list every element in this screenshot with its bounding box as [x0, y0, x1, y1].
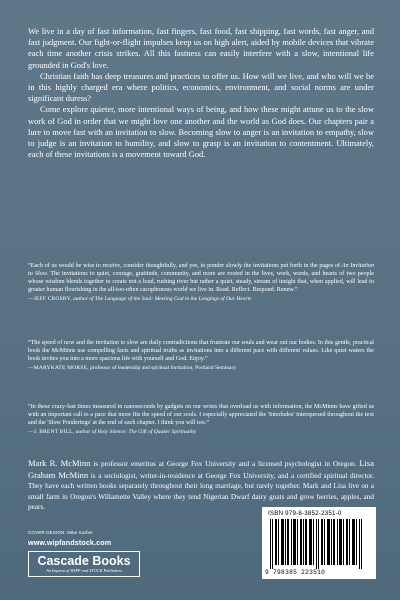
- endorsement-quote: “In these crazy-fast times measured in nanoseconds by gadgets on our wrists that overload us with information, the McMinns have gifted us with an important call to a pace that more fits the speed of our souls. I especially appreciated the 'Interludes' interspersed throughout the text and the 'Slow Ponderings' at the end of each chapter. I think you will too.”: [28, 404, 374, 427]
- publisher-tagline: An Imprint of WIPF and STOCK Publishers: [46, 567, 122, 573]
- author-name: Mark R. McMinn: [28, 458, 91, 468]
- description-paragraph: Come explore quieter, more intentional ways of being, and how these might attune us to the slow work of God in order that we might love one another and the world as God does. Our chapters pair a lure to move fast with an invitation to slow. Becoming slow to anger is an invitation to empathy, slow to judge is an invitation to humility, and slow to grasp is an invitation to contentment. Ultimately, each of these invitations is a movement toward God.: [28, 104, 374, 160]
- publisher-logo: [28, 551, 140, 577]
- author-bio: Mark R. McMinn is professor emeritus at George Fox University and a licensed psychologist in Oregon. Lisa Graham McMinn is a sociologist, writer-in-residence at George Fox University, and a certified spiritual director. They have each written books separately throughout their long marriage, but rarely together. Mark and Lisa live on a small farm in Oregon's Willamette Valley where they tend Nigerian Dwarf dairy goats and grow berries, apples, and pears.: [28, 458, 374, 512]
- endorsement-quote: “Each of us would be wise to receive, consider thoughtfully, and yes, to ponder slowly the invitations put forth in the pages of An Invitation to Slow. The invitations to quiet, courage, gratitude, community, and more are rooted in the lives, work, words, and hearts of two people whose wisdom blends together to create not a loud, rushing river but rather a quiet, steady, stream of insight that, when applied, will lead to greater human flourishing in the all-too-often cacophonous world we live in. Read. Reflect. Respond. Renew.”: [28, 263, 374, 294]
- endorsement: [28, 262, 374, 303]
- isbn-barcode: [262, 507, 376, 579]
- endorsement: [28, 403, 374, 436]
- endorsement: [28, 339, 374, 372]
- barcode-bars: [270, 519, 370, 569]
- cover-design-credit: COVER DESIGN: Mike Surber: [28, 530, 94, 535]
- endorsement-attribution: —J. BRENT BILL, author of Holy Silence: The Gift of Quaker Spirituality: [28, 429, 197, 436]
- barcode-digits: 9 798385 223510: [265, 569, 326, 576]
- publisher-url[interactable]: www.wipfandstock.com: [28, 538, 112, 547]
- endorsement-attribution: —MARYKATE MORSE, professor of leadership and spiritual formation, Portland Seminary: [28, 365, 237, 372]
- description-paragraph: We live in a day of fast information, fast fingers, fast food, fast shipping, fast words, fast anger, and fast judgment. Our fight-or-flight impulses keep us on high alert, aided by mobile devices that vibrate each time another crisis strikes. All this fastness can easily interfere with a slow, intentional life grounded in God's love.: [28, 26, 374, 70]
- isbn-number: ISBN 979-8-3852-2351-0: [268, 510, 342, 517]
- book-description: [28, 26, 374, 160]
- author-name: Lisa Graham McMinn: [28, 458, 374, 480]
- publisher-name: Cascade Books: [37, 553, 131, 568]
- endorsement-attribution: —JEFF CROSBY, author of The Language of the Soul: Meeting God in the Longings of Our Hearts: [28, 296, 252, 303]
- endorsement-quote: “The speed of now and the invitation to slow are daily contradictions that frustrate our souls and wear out our bodies. In this gentle, practical book the McMinns use compelling facts and spiritual truths as invitations into a different pace with different values. Like quiet waters the book invites you into a more spacious life with yourself and God. Enjoy.”: [28, 340, 374, 363]
- description-paragraph: Christian faith has deep treasures and practices to offer us. How will we live, and who will we be in this highly charged era where politics, economics, environment, and social norms are under significant duress?: [28, 70, 374, 104]
